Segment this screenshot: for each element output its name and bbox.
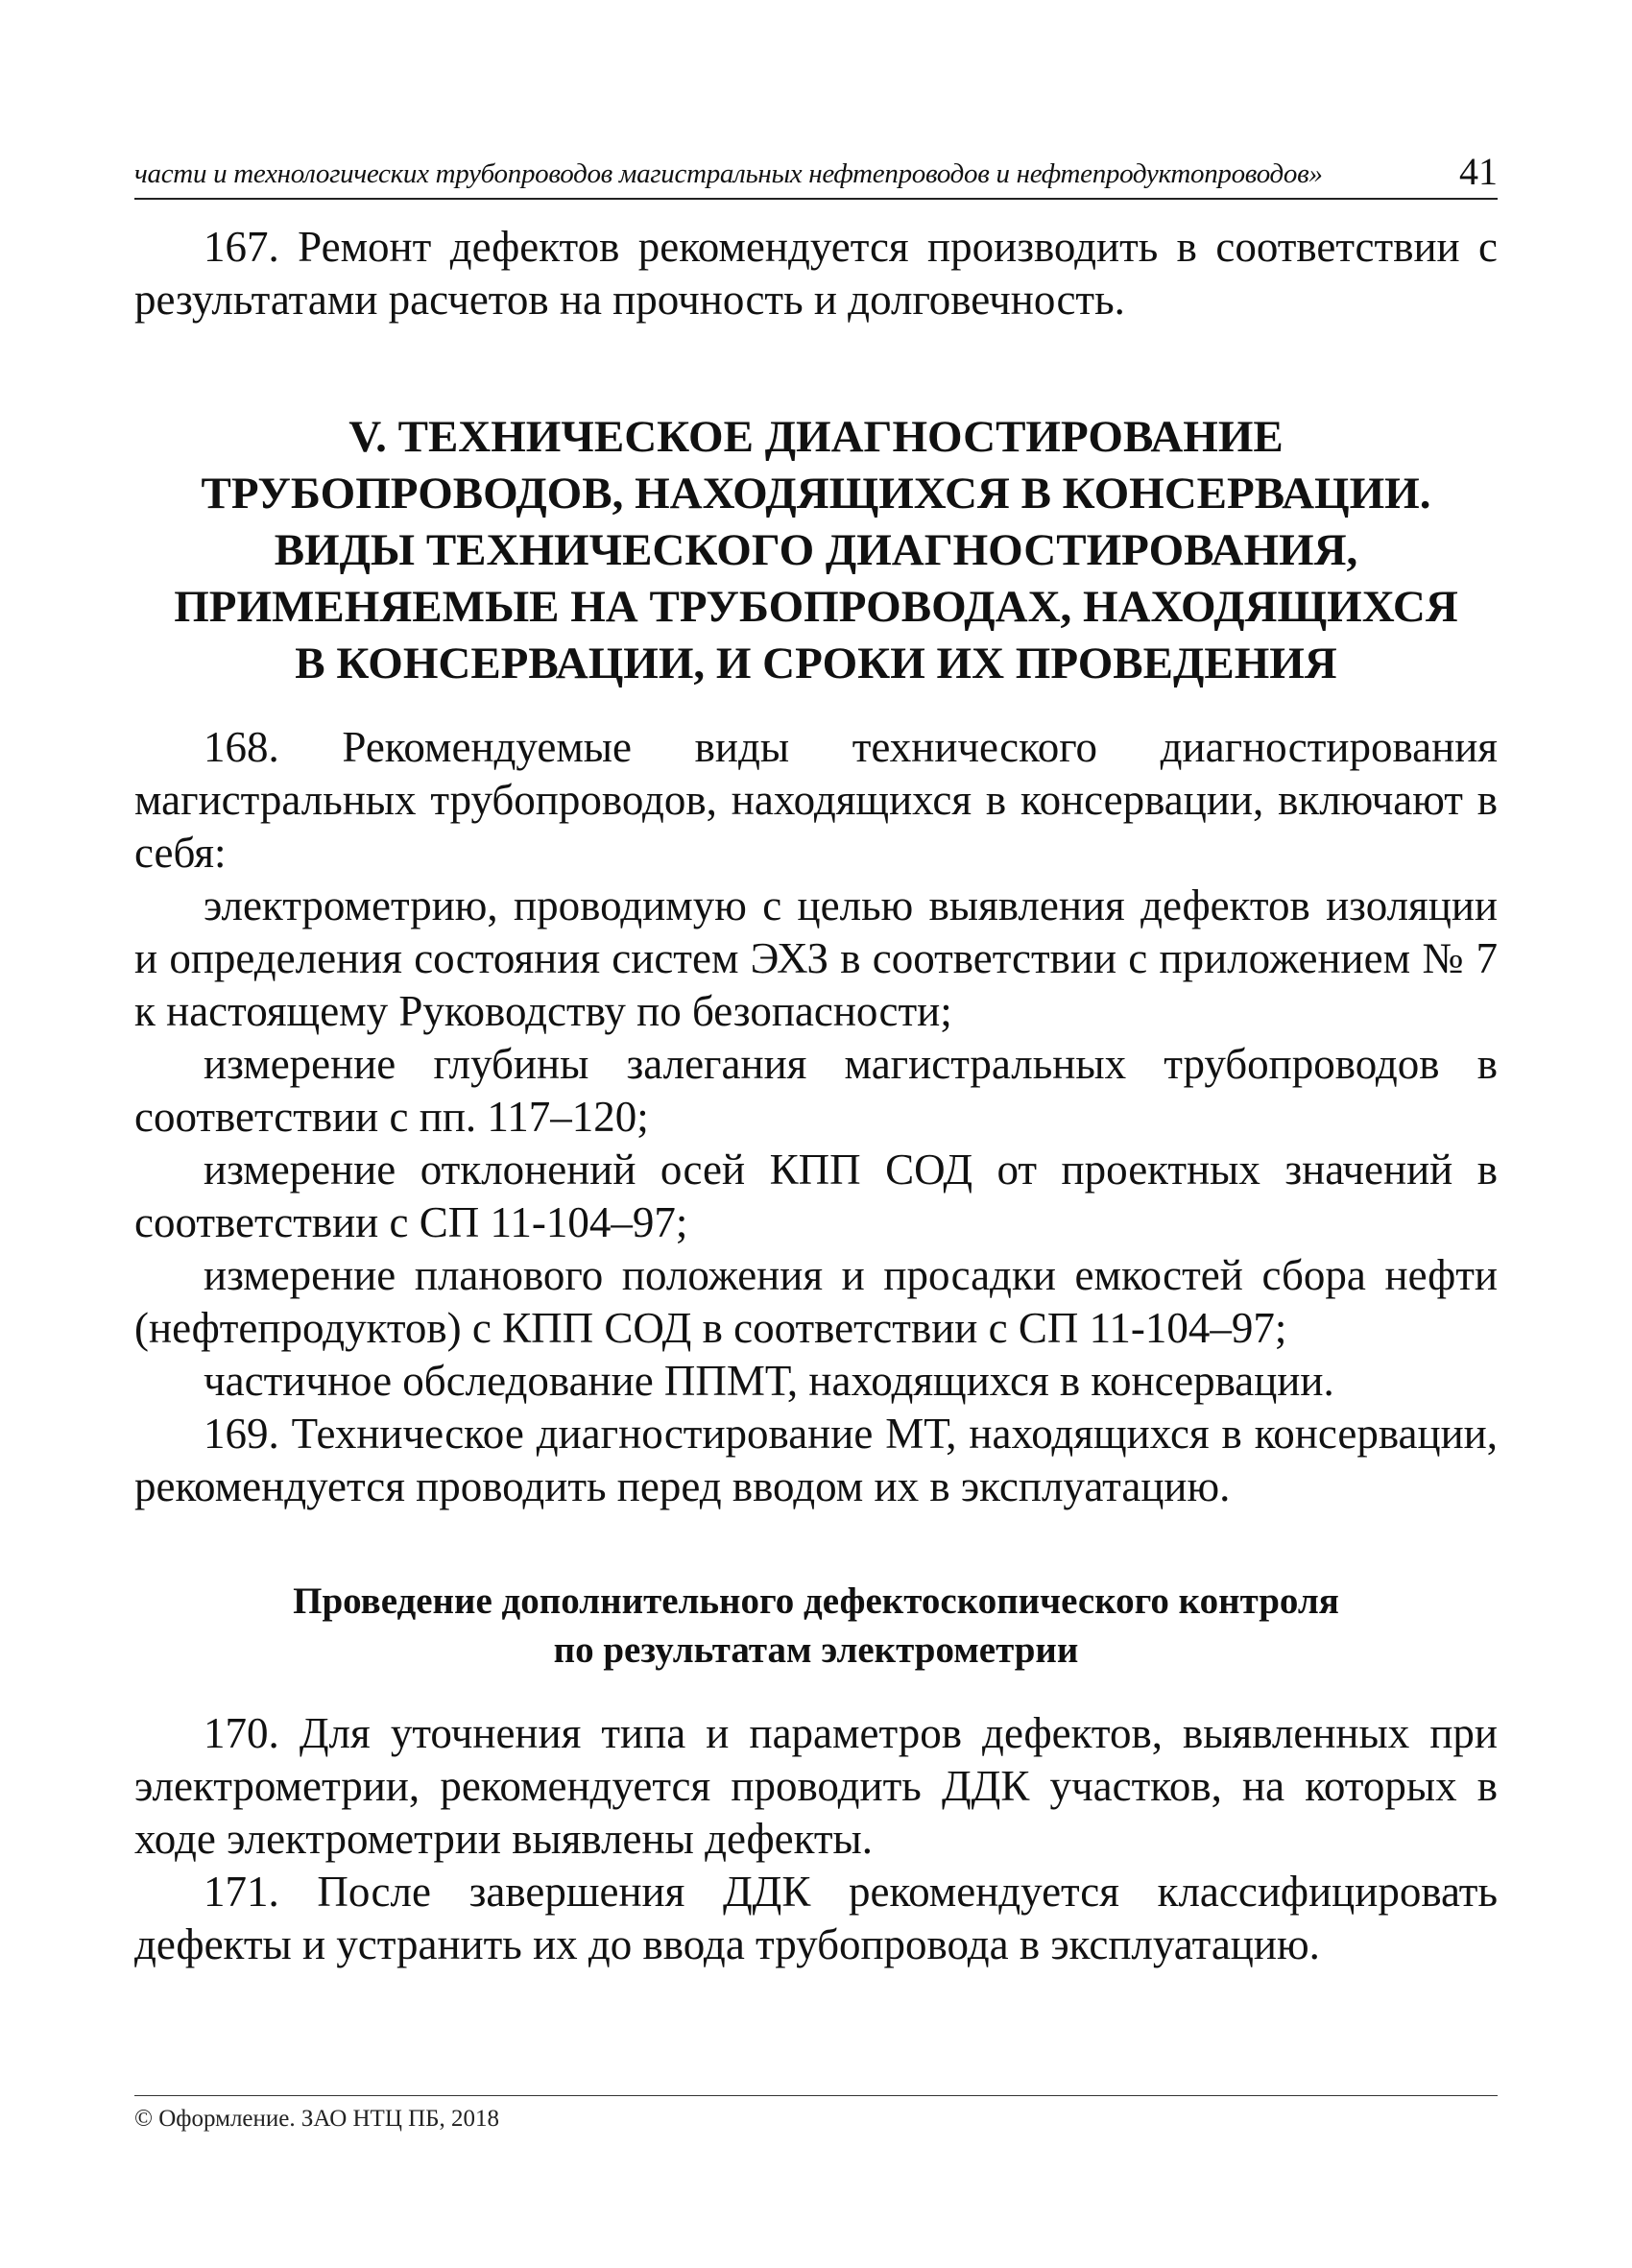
list-item-partial-inspection: частичное обследование ППМТ, находящихся в консервации. [204,1357,1334,1405]
running-header [134,144,1498,200]
list-item-electrometry: электрометрию, проводимую с целью выявления дефектов изоляции и определения состояния систем ЭХЗ в соответствии с приложением № 7 к настоящему Руководству по безопасности; [134,881,1498,1035]
document-page [134,144,1498,2141]
paragraph-167: 167. Ремонт дефектов рекомендуется производить в соответствии с результатами расчетов на прочность и долговечность. [134,223,1498,324]
subsection-heading-line: по результатам электрометрии [553,1629,1079,1671]
page-number: 41 [1459,150,1498,193]
subsection-heading-line: Проведение дополнительного дефектоскопического контроля [293,1580,1339,1622]
paragraph-168: 168. Рекомендуемые виды технического диагностирования магистральных трубопроводов, находящихся в консервации, включают в себя: [134,723,1498,877]
body-text [134,221,1498,1971]
copyright-notice: © Оформление. ЗАО НТЦ ПБ, 2018 [134,2106,500,2132]
section-heading-line: ВИДЫ ТЕХНИЧЕСКОГО ДИАГНОСТИРОВАНИЯ, [274,525,1358,575]
section-heading-line: ТРУБОПРОВОДОВ, НАХОДЯЩИХСЯ В КОНСЕРВАЦИИ. [201,469,1431,519]
paragraph-171: 171. После завершения ДДК рекомендуется классифицировать дефекты и устранить их до ввода трубопровода в эксплуатацию. [134,1868,1498,1968]
section-heading-line: ПРИМЕНЯЕМЫЕ НА ТРУБОПРОВОДАХ, НАХОДЯЩИХСЯ [174,582,1458,632]
list-item-tank-position: измерение планового положения и просадки емкостей сбора нефти (нефтепродуктов) с КПП СОД в соответствии с СП 11-104–97; [134,1251,1498,1352]
paragraph-170: 170. Для уточнения типа и параметров дефектов, выявленных при электрометрии, рекомендуется проводить ДДК участков, на которых в ходе электрометрии выявлены дефекты. [134,1709,1498,1863]
section-heading [134,409,1498,692]
section-heading-line: В КОНСЕРВАЦИИ, И СРОКИ ИХ ПРОВЕДЕНИЯ [295,639,1337,688]
paragraph-169: 169. Техническое диагностирование МТ, находящихся в консервации, рекомендуется проводить перед вводом их в эксплуатацию. [134,1410,1498,1510]
section-heading-line: V. ТЕХНИЧЕСКОЕ ДИАГНОСТИРОВАНИЕ [348,412,1284,462]
list-item-depth-measurement: измерение глубины залегания магистральных трубопроводов в соответствии с пп. 117–120; [134,1040,1498,1141]
subsection-heading [134,1577,1498,1675]
running-header-title: части и технологических трубопроводов магистральных нефтепроводов и нефтепродуктопроводов» [134,158,1323,189]
page-footer [134,2095,1498,2133]
list-item-axis-deviation: измерение отклонений осей КПП СОД от проектных значений в соответствии с СП 11-104–97; [134,1146,1498,1246]
